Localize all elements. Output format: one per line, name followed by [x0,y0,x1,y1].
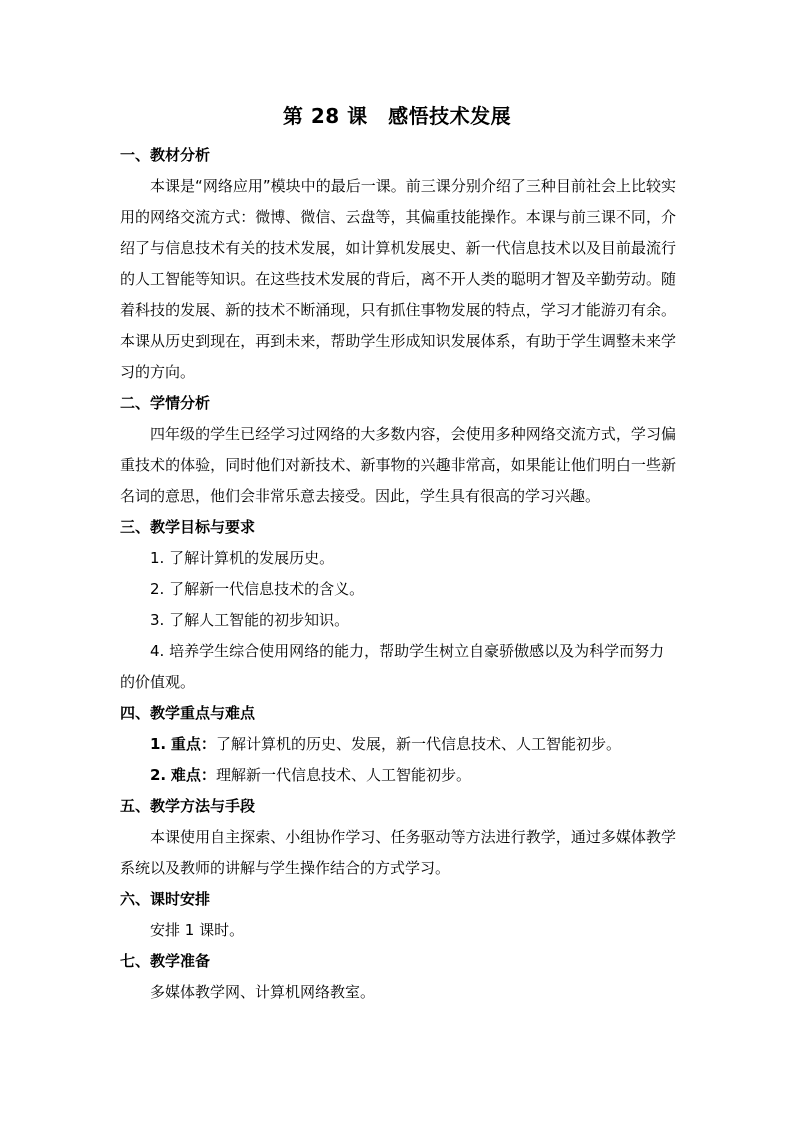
page-title: 第 28 课 感悟技术发展 [282,104,512,128]
section-paragraph: 四年级的学生已经学习过网络的大多数内容，会使用多种网络交流方式，学习偏重技术的体验，同时他们对新技术、新事物的兴趣非常高，如果能让他们明白一些新名词的意思，他们会非常乐意去接受。因此，学生具有很高的学习兴趣。 [120,425,676,505]
section-teaching-methods [120,791,676,884]
section-paragraph: 本课使用自主探索、小组协作学习、任务驱动等方法进行教学，通过多媒体教学系统以及教师的讲解与学生操作结合的方式学习。 [120,828,676,877]
key-point-number: 2. [150,766,167,784]
section-textbook-analysis [120,140,676,388]
goal-item: 4. 培养学生综合使用网络的能力，帮助学生树立自豪骄傲感以及为科学而努力的价值观。 [120,642,665,691]
section-heading: 三、教学目标与要求 [120,518,256,536]
section-heading: 一、教材分析 [120,146,211,164]
section-key-points [120,698,676,791]
section-heading: 六、课时安排 [120,890,211,908]
section-paragraph: 安排 1 课时。 [150,921,245,939]
goal-item: 3. 了解人工智能的初步知识。 [150,611,350,629]
key-point-item [120,729,676,760]
document-body [120,140,676,1008]
section-heading: 五、教学方法与手段 [120,797,256,815]
section-heading: 七、教学准备 [120,952,211,970]
section-teaching-goals [120,512,676,698]
key-point-label: 重点： [170,735,216,753]
section-heading: 二、学情分析 [120,394,211,412]
key-point-text: 理解新一代信息技术、人工智能初步。 [215,766,471,784]
section-schedule [120,884,676,946]
section-heading: 四、教学重点与难点 [120,704,256,722]
goal-item: 1. 了解计算机的发展历史。 [150,549,335,567]
goal-item: 2. 了解新一代信息技术的含义。 [150,580,365,598]
key-point-number: 1. [150,735,167,753]
section-student-analysis [120,388,676,512]
key-point-item [120,760,676,791]
key-point-label: 难点： [170,766,216,784]
key-point-text: 了解计算机的历史、发展，新一代信息技术、人工智能初步。 [215,735,621,753]
section-paragraph: 本课是“网络应用”模块中的最后一课。前三课分别介绍了三种目前社会上比较实用的网络交流方式：微博、微信、云盘等，其偏重技能操作。本课与前三课不同，介绍了与信息技术有关的技术发展，如计算机发展史、新一代信息技术以及目前最流行的人工智能等知识。在这些技术发展的背后，离不开人类的聪明才智及辛勤劳动。随着科技的发展、新的技术不断涌现，只有抓住事物发展的特点，学习才能游刃有余。本课从历史到现在，再到未来，帮助学生形成知识发展体系，有助于学生调整未来学习的方向。 [120,177,676,381]
section-preparation [120,946,676,1008]
section-paragraph: 多媒体教学网、计算机网络教室。 [150,983,376,1001]
